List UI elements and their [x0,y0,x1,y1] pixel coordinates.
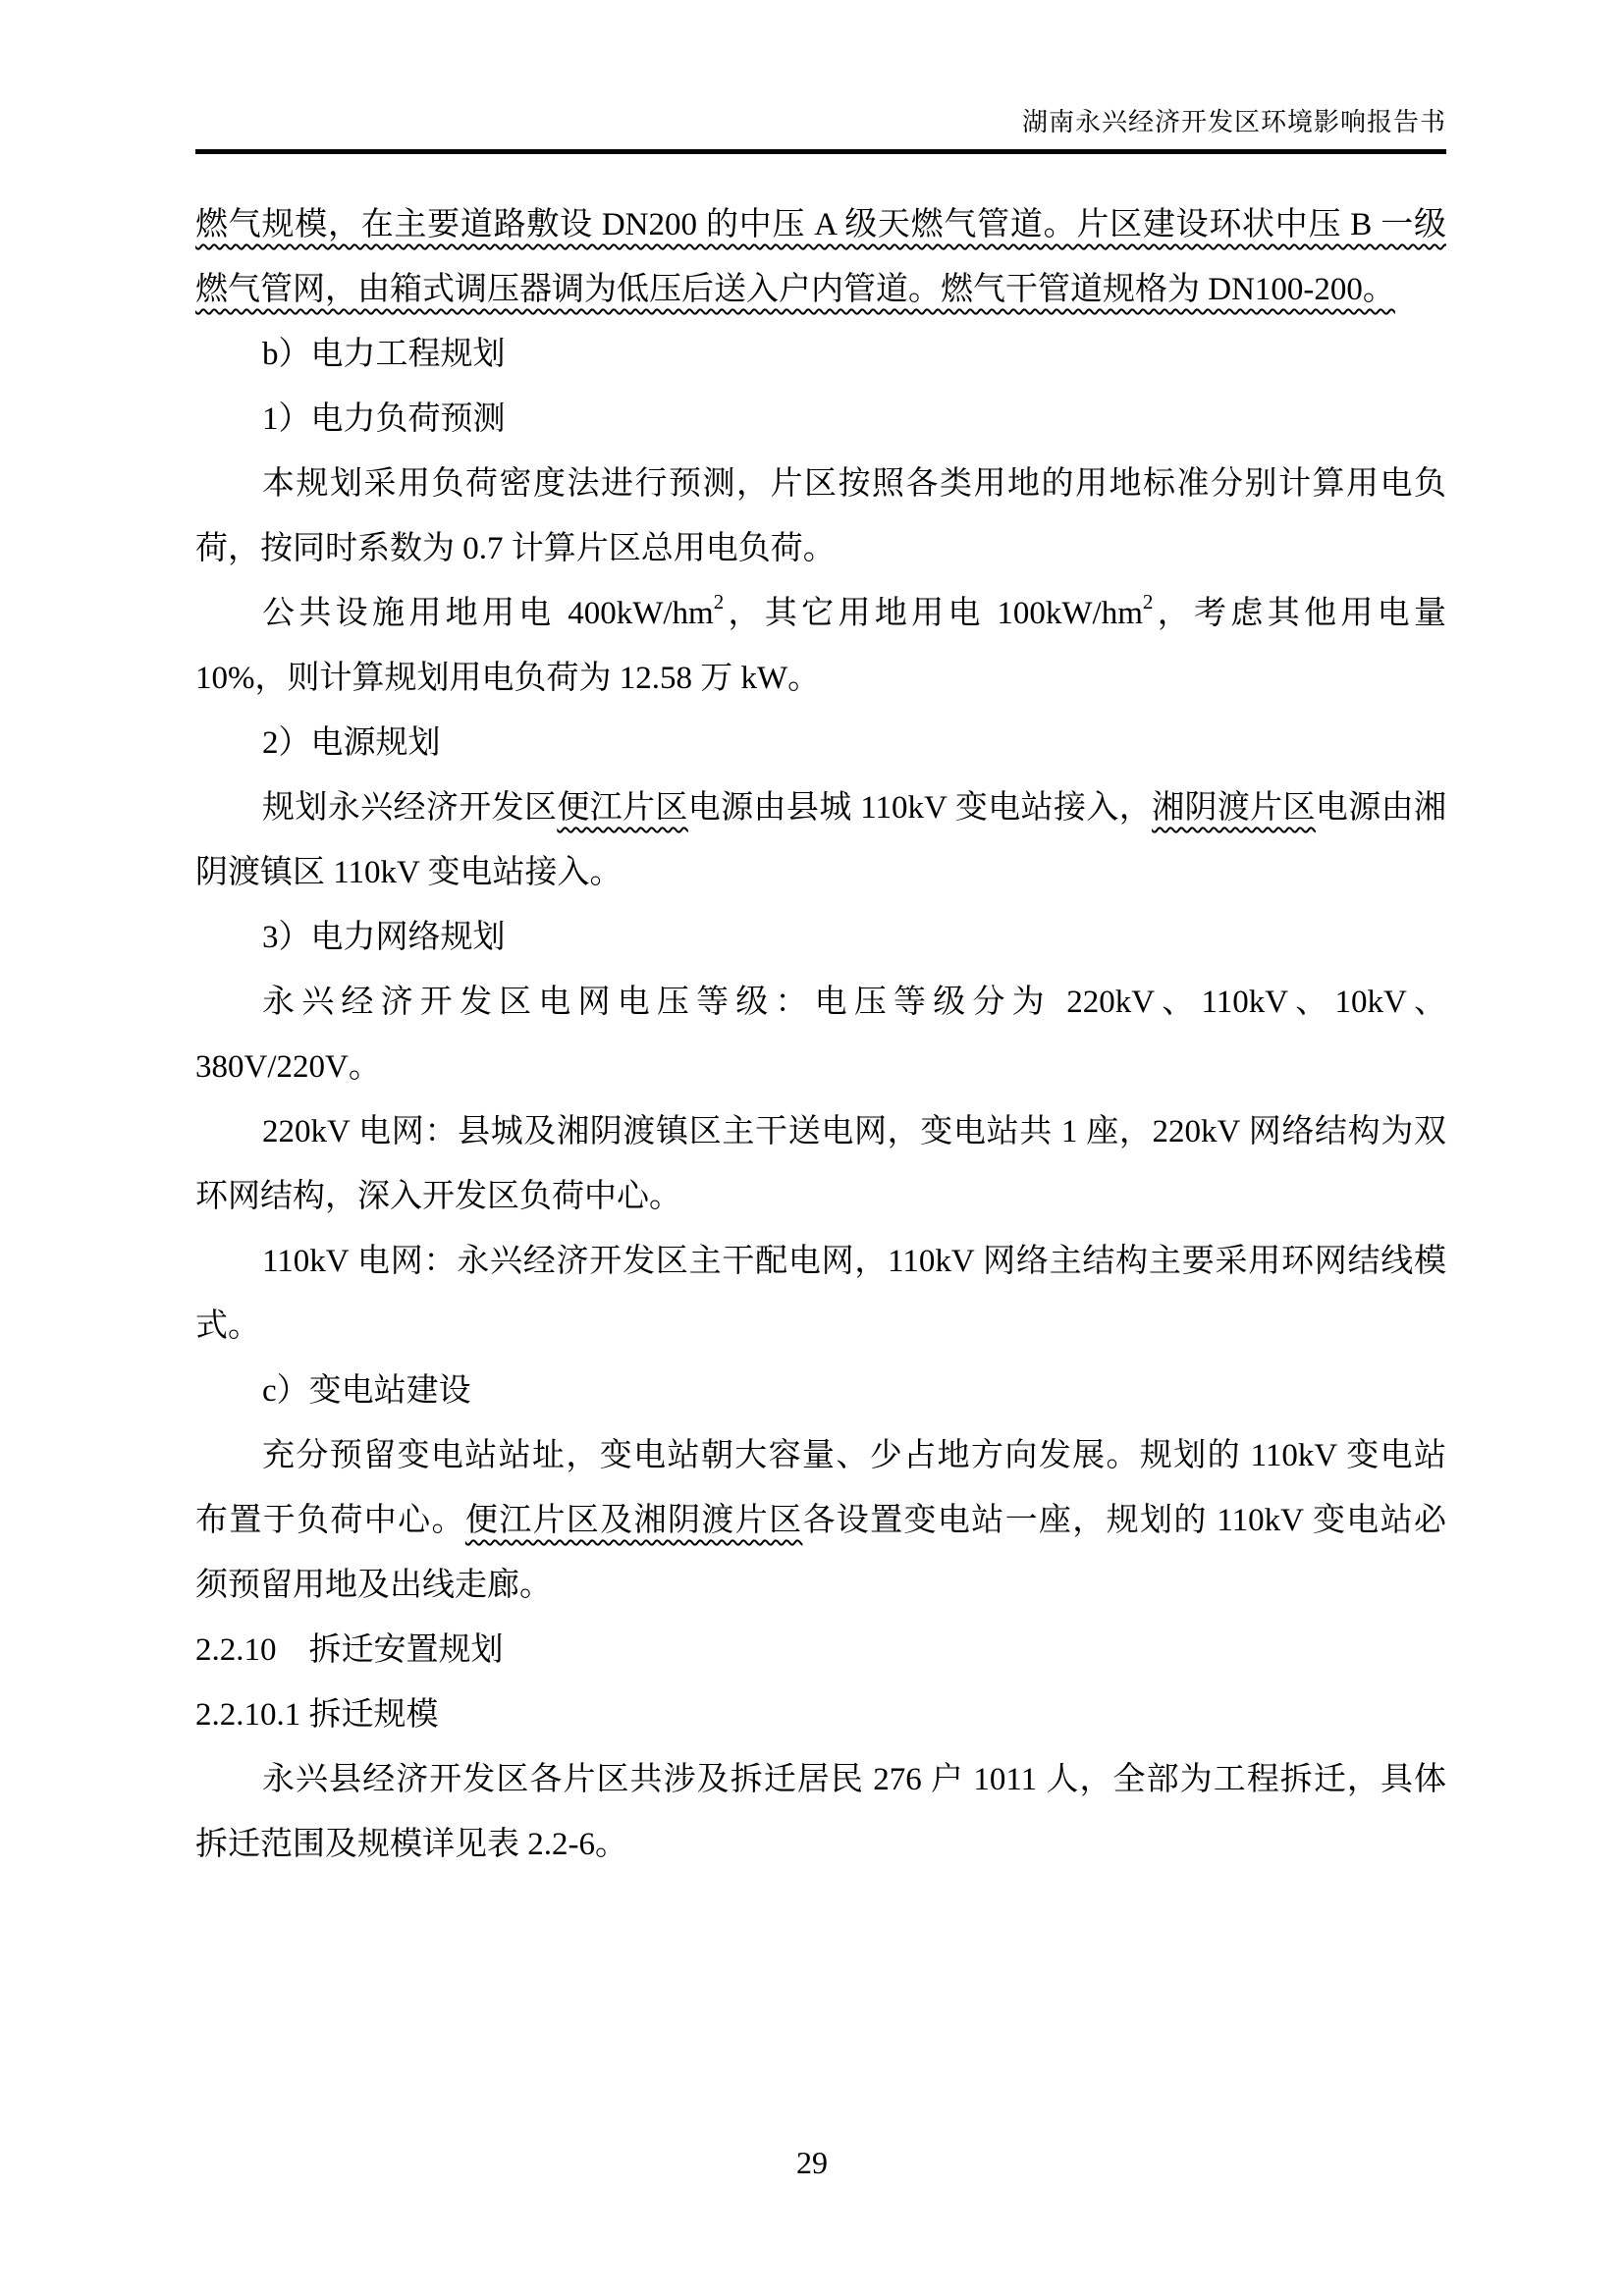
text-segment: 阴渡镇区 110kV 变电站接入。 [195,855,623,890]
text-segment: 荷，按同时系数为 0.7 计算片区总用电负荷。 [195,531,836,566]
text-segment: c）变电站建设 [262,1373,471,1409]
text-segment: 充分预留变电站站址，变电站朝大容量、少占地方向发展。规划的 110kV 变电站 [262,1438,1446,1473]
text-line [195,516,1446,581]
text-segment: ，其它用地用电 100kW/hm [724,596,1143,631]
text-segment: 环网结构，深入开发区负荷中心。 [195,1179,681,1214]
text-segment: 永兴经济开发区电网电压等级：电压等级分为 220kV、110kV、10kV、 [262,985,1446,1020]
text-segment: 10%，则计算规划用电负荷为 12.58 万 kW。 [195,661,821,696]
text-line [195,1618,1446,1682]
text-segment: 式。 [195,1308,260,1344]
text-segment: 2）电源规划 [262,725,441,761]
text-line [195,1682,1446,1747]
page-number: 29 [796,2145,828,2180]
text-segment: 2.2.10.1 拆迁规模 [195,1697,439,1733]
wavy-underlined-text: 便江片区及湘阴渡片区 [464,1503,803,1538]
wavy-underlined-text: 燃气规模，在主要道路敷设 DN200 的中压 A 级天燃气管道。片区建设环状中压 B 一级 [195,207,1446,242]
text-line [195,1229,1446,1294]
text-line [195,646,1446,711]
wavy-underlined-text: 便江片区 [557,790,688,826]
text-line [195,387,1446,452]
text-segment: 电源由县城 110kV 变电站接入， [687,790,1153,826]
header-rule [195,149,1446,154]
text-line [195,775,1446,840]
text-segment: 规划永兴经济开发区 [262,790,558,826]
text-segment: 380V/220V。 [195,1049,381,1085]
text-line [195,452,1446,516]
wavy-underlined-text: 燃气管网，由箱式调压器调为低压后送入户内管道。燃气干管道规格为 DN100-200。 [195,272,1395,307]
text-line [195,322,1446,387]
header-title: 湖南永兴经济开发区环境影响报告书 [1021,108,1446,136]
text-line [195,1553,1446,1618]
text-segment: 2.2.10 拆迁安置规划 [195,1632,504,1668]
text-line [195,581,1446,646]
document-body [195,192,1446,1877]
text-segment: 110kV 电网：永兴经济开发区主干配电网，110kV 网络主结构主要采用环网结线模 [262,1244,1446,1279]
text-line [195,1812,1446,1877]
superscript: 2 [1142,590,1154,614]
text-line [195,257,1446,322]
text-segment: 永兴县经济开发区各片区共涉及拆迁居民 276 户 1011 人，全部为工程拆迁，具体 [262,1762,1446,1797]
text-line [195,840,1446,905]
text-segment: 电源由湘 [1315,790,1447,826]
text-segment: 拆迁范围及规模详见表 2.2-6。 [195,1827,627,1862]
text-segment: 须预留用地及出线走廊。 [195,1568,552,1603]
text-line [195,970,1446,1035]
text-segment: 3）电力网络规划 [262,920,506,955]
text-line [195,1488,1446,1553]
text-line [195,1164,1446,1229]
text-segment: 各设置变电站一座，规划的 110kV 变电站必 [802,1503,1447,1538]
text-line [195,1359,1446,1423]
text-segment: 布置于负荷中心。 [195,1503,465,1538]
text-line [195,1099,1446,1164]
superscript: 2 [713,590,725,614]
text-line [195,1035,1446,1099]
wavy-underlined-text: 湘阴渡片区 [1152,790,1316,826]
text-segment: 1）电力负荷预测 [262,401,506,437]
text-segment: ，考虑其他用电量 [1153,596,1446,631]
text-line [195,1294,1446,1359]
text-segment: 220kV 电网：县城及湘阴渡镇区主干送电网，变电站共 1 座，220kV 网络结构为双 [262,1114,1446,1149]
text-line [195,711,1446,775]
text-segment: 本规划采用负荷密度法进行预测，片区按照各类用地的用地标准分别计算用电负 [262,466,1446,502]
text-segment: b）电力工程规划 [262,337,506,372]
text-line [195,1423,1446,1488]
text-line [195,905,1446,970]
text-line [195,1747,1446,1812]
text-line [195,192,1446,257]
text-segment: 公共设施用地用电 400kW/hm [262,596,714,631]
